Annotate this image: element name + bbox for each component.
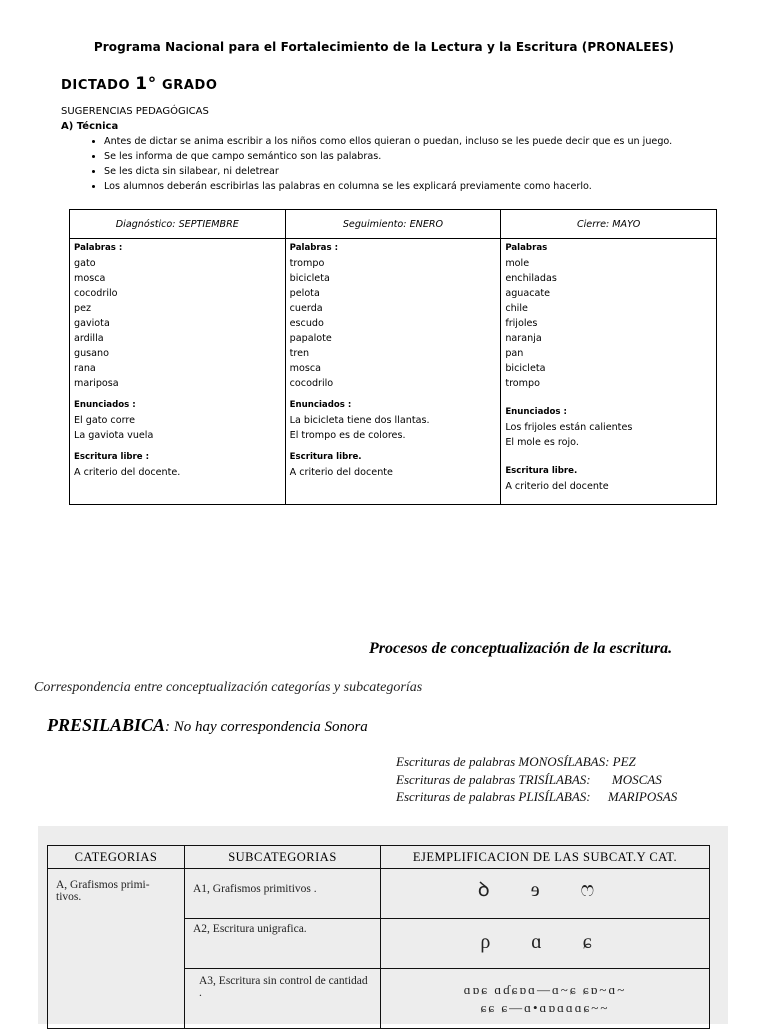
example-monosilabas	[396, 754, 636, 770]
enunciado: El gato corre	[74, 415, 135, 426]
palabra: cocodrilo	[289, 378, 334, 389]
example-label: Escrituras de palabras TRISÍLABAS:	[396, 772, 591, 787]
palabra: trompo	[505, 378, 540, 389]
escritura-label: Escritura libre :	[74, 452, 150, 462]
example-value: PEZ	[612, 754, 636, 769]
enunciados-label: Enunciados :	[74, 400, 136, 410]
palabra: chile	[505, 303, 528, 314]
column-diagnostico	[70, 239, 286, 505]
palabra: pelota	[289, 288, 320, 299]
enunciado: El mole es rojo.	[505, 437, 579, 448]
palabra: trompo	[289, 258, 325, 269]
ejemplo-a3: ɑɒɕ ɑɗɕɒɑ—ɑ~ɕ ɕɒ~ɑ~ ɕɕ ɕ—ɑ•ɑɒɑɑɑɕ~~	[381, 969, 710, 1029]
palabra: mosca	[74, 273, 106, 284]
presilabica-text: : No hay correspondencia Sonora	[165, 719, 368, 735]
list-item: • Se les dicta sin silabear, ni deletrear	[104, 164, 754, 179]
subcategoria-a2: A2, Escritura unigrafica.	[185, 919, 381, 969]
palabra: pan	[505, 348, 524, 359]
column-header-cierre: Cierre: MAYO	[501, 210, 717, 239]
column-header-seguimiento: Seguimiento: ENERO	[285, 210, 501, 239]
palabra: gaviota	[74, 318, 110, 329]
column-header-diagnostico: Diagnóstico: SEPTIEMBRE	[70, 210, 286, 239]
enunciados-label: Enunciados :	[289, 400, 352, 410]
example-label: Escrituras de palabras MONOSÍLABAS:	[396, 754, 610, 769]
sugerencias-list	[88, 134, 754, 194]
dictado-table	[69, 209, 717, 505]
palabra: pez	[74, 303, 92, 314]
enunciado: La bicicleta tiene dos llantas.	[289, 415, 430, 426]
palabra: gusano	[74, 348, 109, 359]
example-trisilabas	[396, 772, 662, 788]
palabra: mariposa	[74, 378, 119, 389]
ejemplo-a2: ρ ɑ ɕ	[381, 919, 710, 969]
categoria-a: A, Grafismos primi- tivos.	[48, 869, 185, 1029]
procesos-title: Procesos de conceptualización de la escritura.	[369, 640, 673, 657]
palabra: cuerda	[289, 303, 323, 314]
escritura-text: A criterio del docente	[289, 467, 393, 478]
sugerencias-title: SUGERENCIAS PEDAGÓGICAS	[61, 106, 209, 117]
list-item: • Antes de dictar se anima escribir a los niños como ellos quieran o puedan, incluso se les puede decir que es un juego.	[104, 134, 754, 149]
presilabica-heading	[47, 715, 368, 736]
palabra: mole	[505, 258, 530, 269]
example-value: MOSCAS	[611, 772, 662, 787]
palabras-label: Palabras :	[74, 243, 123, 253]
palabra: rana	[74, 363, 96, 374]
subcategoria-a3: A3, Escritura sin control de cantidad .	[185, 969, 381, 1029]
enunciados-label: Enunciados :	[505, 407, 567, 417]
escritura-text: A criterio del docente.	[74, 467, 181, 478]
column-seguimiento	[285, 239, 501, 505]
column-header-categorias: CATEGORIAS	[48, 846, 185, 869]
list-item: • Los alumnos deberán escribirlas las palabras en columna se les explicará previamente como hacerlo.	[104, 179, 754, 194]
subcategoria-a1: A1, Grafismos primitivos .	[185, 869, 381, 919]
enunciado: La gaviota vuela	[74, 430, 154, 441]
list-item: • Se les informa de que campo semántico son las palabras.	[104, 149, 754, 164]
escritura-label: Escritura libre.	[289, 452, 362, 462]
palabra: aguacate	[505, 288, 551, 299]
presilabica-label: PRESILABICA	[47, 715, 166, 735]
dictado-number: 1°	[135, 74, 157, 94]
escritura-text: A criterio del docente	[505, 481, 609, 492]
dictado-suffix: GRADO	[161, 78, 218, 93]
correspondencia-subtitle: Correspondencia entre conceptualización categorías y subcategorías	[34, 680, 423, 695]
palabra: enchiladas	[505, 273, 557, 284]
example-plisilabas	[396, 789, 677, 805]
dictado-heading	[61, 74, 218, 94]
column-cierre	[501, 239, 717, 505]
escritura-label: Escritura libre.	[505, 466, 578, 476]
categorias-table	[47, 845, 710, 1029]
example-value: MARIPOSAS	[607, 789, 678, 804]
enunciado: Los frijoles están calientes	[505, 422, 633, 433]
palabra: mosca	[289, 363, 322, 374]
palabra: cocodrilo	[74, 288, 118, 299]
document-title: Programa Nacional para el Fortalecimiento de la Lectura y la Escritura (PRONALEES)	[93, 40, 675, 54]
palabra: gato	[74, 258, 96, 269]
enunciado: El trompo es de colores.	[289, 430, 406, 441]
palabra: frijoles	[505, 318, 538, 329]
palabra: ardilla	[74, 333, 104, 344]
palabra: tren	[289, 348, 310, 359]
ejemplo-a1: ꝺ ɘ ෆ	[381, 869, 710, 919]
palabras-label: Palabras :	[289, 243, 339, 253]
column-header-ejemplificacion: EJEMPLIFICACION DE LAS SUBCAT.Y CAT.	[381, 846, 710, 869]
example-label: Escrituras de palabras PLISÍLABAS:	[396, 789, 591, 804]
palabra: escudo	[289, 318, 324, 329]
dictado-prefix: DICTADO	[61, 78, 131, 93]
palabras-label: Palabras	[505, 243, 548, 253]
palabra: naranja	[505, 333, 542, 344]
tecnica-subtitle: A) Técnica	[61, 121, 119, 132]
palabra: bicicleta	[505, 363, 546, 374]
column-header-subcategorias: SUBCATEGORIAS	[185, 846, 381, 869]
palabra: papalote	[289, 333, 332, 344]
palabra: bicicleta	[289, 273, 330, 284]
